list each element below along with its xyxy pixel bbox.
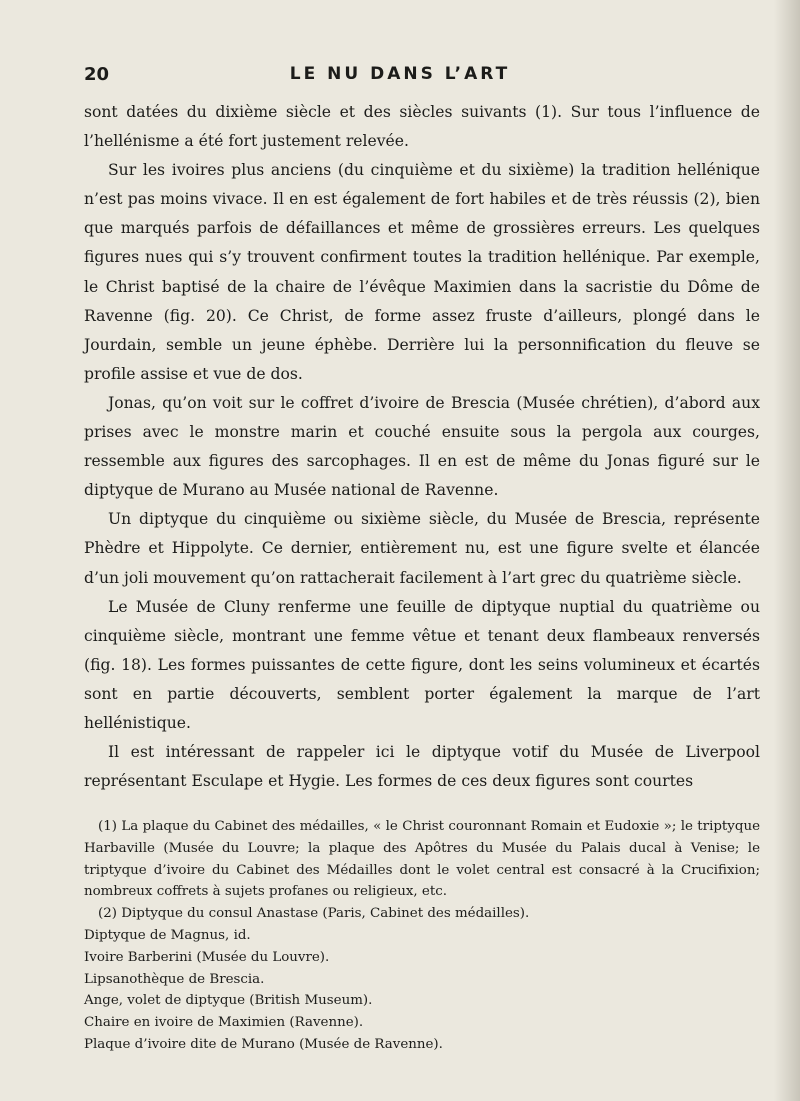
running-title: LE NU DANS L’ART [289, 64, 511, 84]
page-header [0, 64, 800, 94]
footnote-2-line: Plaque d’ivoire dite de Murano (Musée de Ravenne). [84, 1036, 443, 1052]
footnotes [84, 816, 760, 1056]
footnote-2-line: Ivoire Barberini (Musée du Louvre). [84, 949, 330, 965]
footnote-2-line: Lipsanothèque de Brescia. [84, 971, 265, 987]
paragraph-6: Il est intéressant de rappeler ici le diptyque votif du Musée de Liverpool représentant Esculape et Hygie. Les formes de ces deux figures sont courtes [84, 743, 760, 791]
footnote-2-line: Chaire en ivoire de Maximien (Ravenne). [84, 1015, 364, 1031]
paragraph-2: Sur les ivoires plus anciens (du cinquième et du sixième) la tradition hellénique n’est pas moins vivace. Il en est également de fort habiles et de très réussis (2), bien que marqués parfois de défaillances et même de grossières erreurs. Les quelques figures nues qui s’y trouvent confirment toutes la tradition hellénique. Par exemple, le Christ baptisé de la chaire de l’évêque Maximien dans la sacristie du Dôme de Ravenne (fig. 20). Ce Christ, de forme assez fruste d’ailleurs, plongé dans le Jourdain, semble un jeune éphèbe. Derrière lui la personnification du fleuve se profile assise et vue de dos. [84, 161, 760, 383]
paragraph-3: Jonas, qu’on voit sur le coffret d’ivoire de Brescia (Musée chrétien), d’abord aux prises avec le monstre marin et couché ensuite sous la pergola aux courges, ressemble aux figures des sarcophages. Il en est de même du Jonas figuré sur le diptyque de Murano au Musée national de Ravenne. [84, 393, 760, 500]
body-text [84, 98, 760, 796]
paragraph-5: Le Musée de Cluny renferme une feuille de diptyque nuptial du quatrième ou cinquième siècle, montrant une femme vêtue et tenant deux flambeaux renversés (fig. 18). Les formes puissantes de cette figure, dont les seins volumineux et écartés sont en partie découverts, semblent porter également la marque de l’art hellénistique. [84, 597, 760, 732]
footnote-2: (2) Diptyque du consul Anastase (Paris, Cabinet des médailles). [98, 906, 530, 922]
footnote-2-line: Ange, volet de diptyque (British Museum). [84, 993, 373, 1009]
footnote-1: (1) La plaque du Cabinet des médailles, « le Christ couronnant Romain et Eudoxie »; le triptyque Harbaville (Musée du Louvre; la plaque des Apôtres du Musée du Palais ducal à Venise; le triptyque d’ivoire du Cabinet des Médailles dont le volet central est consacré à la Crucifixion; nombreux coffrets à sujets profanes ou religieux, etc. [84, 819, 760, 900]
page-number: 20 [84, 64, 110, 85]
footnote-2-line: Diptyque de Magnus, id. [84, 927, 251, 943]
paragraph-1: sont datées du dixième siècle et des siècles suivants (1). Sur tous l’influence de l’hellénisme a été fort justement relevée. [84, 103, 760, 151]
paragraph-4: Un diptyque du cinquième ou sixième siècle, du Musée de Brescia, représente Phèdre et Hippolyte. Ce dernier, entièrement nu, est une figure svelte et élancée d’un joli mouvement qu’on rattacherait facilement à l’art grec du quatrième siècle. [84, 510, 760, 587]
page-edge-shadow [774, 0, 800, 1101]
